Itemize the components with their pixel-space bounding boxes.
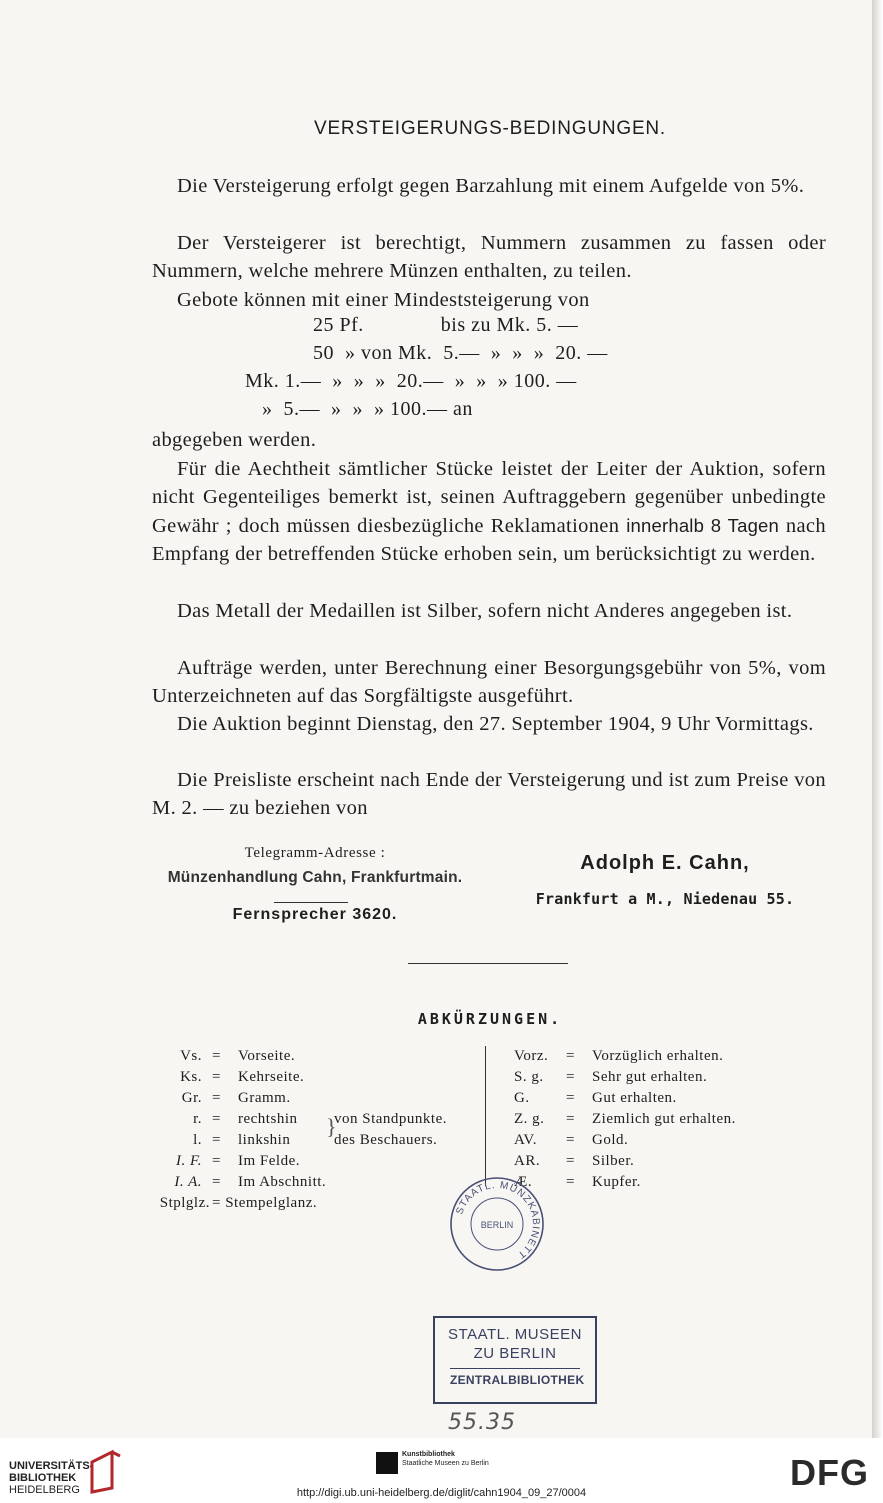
bid-tier-2: 50 » von Mk. 5.— » » » 20. —: [313, 342, 608, 364]
abbr-row: Vorz. = Vorzüglich erhalten.: [514, 1048, 724, 1064]
abbr-row: AV. = Gold.: [514, 1132, 629, 1148]
bid-tier-4: » 5.— » » » 100.— an: [262, 398, 473, 420]
paragraph-bids: Gebote können mit einer Mindeststeigerung von: [177, 289, 590, 311]
bid-tier-1: 25 Pf. bis zu Mk. 5. —: [313, 314, 579, 336]
divider: [274, 902, 348, 903]
abbr-row: Stplglz. = Stempelglanz.: [159, 1195, 318, 1211]
abbr-row: I. F. = Im Felde.: [176, 1153, 300, 1169]
telegram-label: Telegramm-Adresse :: [244, 845, 386, 861]
abbr-row: I. A. = Im Abschnitt.: [174, 1174, 327, 1190]
abbr-row: Gr. = Gramm.: [181, 1090, 291, 1106]
source-url[interactable]: http://digi.ub.uni-heidelberg.de/diglit/cahn1904_09_27/0004: [296, 1487, 587, 1499]
abbr-row: r. = rechtshin: [193, 1111, 298, 1127]
museum-seal-stamp: [447, 1174, 547, 1274]
abbr-row: S. g. = Sehr gut erhalten.: [514, 1069, 708, 1085]
abbreviations-title: ABKÜRZUNGEN.: [417, 1010, 563, 1028]
paragraph-price-list: Die Preisliste erscheint nach Ende der Versteigerung und ist zum Preise von M. 2. — zu beziehen von: [152, 769, 826, 820]
abbr-row: Æ. = Kupfer.: [514, 1174, 641, 1190]
svg-text:STAATL. MÜNZKABINETT: STAATL. MÜNZKABINETT: [454, 1179, 542, 1261]
handwritten-shelfmark: 55.35: [448, 1410, 516, 1435]
kunstbibliothek-label: Kunstbibliothek Staatliche Museen zu Berlin: [402, 1451, 489, 1467]
abbr-row: AR. = Silber.: [514, 1153, 635, 1169]
paragraph-metal: Das Metall der Medaillen ist Silber, sofern nicht Anderes angegeben ist.: [177, 600, 793, 622]
page-edge: [872, 0, 883, 1438]
paragraph-auction-start: Die Auktion beginnt Dienstag, den 27. September 1904, 9 Uhr Vormittags.: [177, 713, 814, 735]
firm-name: Adolph E. Cahn,: [580, 852, 750, 874]
paragraph-bids-end: abgegeben werden.: [152, 429, 317, 451]
paragraph-lots: Der Versteigerer ist berechtigt, Nummern zusammen zu fassen oder Nummern, welche mehrere Münzen enthalten, zu teilen.: [152, 232, 826, 283]
svg-text:BERLIN: BERLIN: [480, 1220, 514, 1230]
abbr-row: Z. g. = Ziemlich gut erhalten.: [514, 1111, 736, 1127]
paragraph-payment: Die Versteigerung erfolgt gegen Barzahlung mit einem Aufgelde von 5%.: [177, 175, 805, 197]
brace-note-1: von Standpunkte.: [334, 1111, 447, 1127]
dfg-logo: DFG: [790, 1452, 869, 1493]
bid-tier-3: Mk. 1.— » » » 20.— » » » 100. —: [245, 370, 577, 392]
phone-number: Fernsprecher 3620.: [232, 906, 398, 923]
paragraph-orders: Aufträge werden, unter Berechnung einer Besorgungsgebühr von 5%, vom Unterzeichneten auf das Sorgfältigste ausgeführt.: [152, 657, 826, 708]
abbr-row: Ks. = Kehrseite.: [180, 1069, 305, 1085]
emphasis-deadline: innerhalb 8 Tagen: [626, 514, 780, 536]
library-stamp: STAATL. MUSEEN ZU BERLIN ZENTRALBIBLIOTHEK: [433, 1316, 597, 1404]
telegram-address: Münzenhandlung Cahn, Frankfurtmain.: [167, 869, 463, 886]
column-divider: [485, 1046, 486, 1186]
abbr-row: l. = linkshin: [193, 1132, 291, 1148]
abbr-row: Vs. = Vorseite.: [180, 1048, 296, 1064]
firm-address: Frankfurt a M., Niedenau 55.: [535, 890, 795, 908]
brace-icon: }: [326, 1114, 337, 1139]
abbr-row: G. = Gut erhalten.: [514, 1090, 677, 1106]
page-title: VERSTEIGERUNGS-BEDINGUNGEN.: [313, 118, 667, 139]
kunstbibliothek-logo-icon: [376, 1452, 398, 1474]
paragraph-guarantee: Für die Aechtheit sämtlicher Stücke leistet der Leiter der Auktion, sofern nicht Gegenteiliges bemerkt ist, seinen Auftraggebern gegenüber unbedingte Gewähr ; doch müssen diesbezügliche Reklamationen innerhalb 8 Tagen nach Empfang der betreffenden Stücke erhoben sein, um berücksichtigt zu werden.: [152, 458, 826, 566]
university-library-logo-text: UNIVERSITÄTS- BIBLIOTHEK HEIDELBERG: [9, 1460, 94, 1496]
section-divider: [408, 963, 568, 964]
brace-note-2: des Beschauers.: [334, 1132, 438, 1148]
